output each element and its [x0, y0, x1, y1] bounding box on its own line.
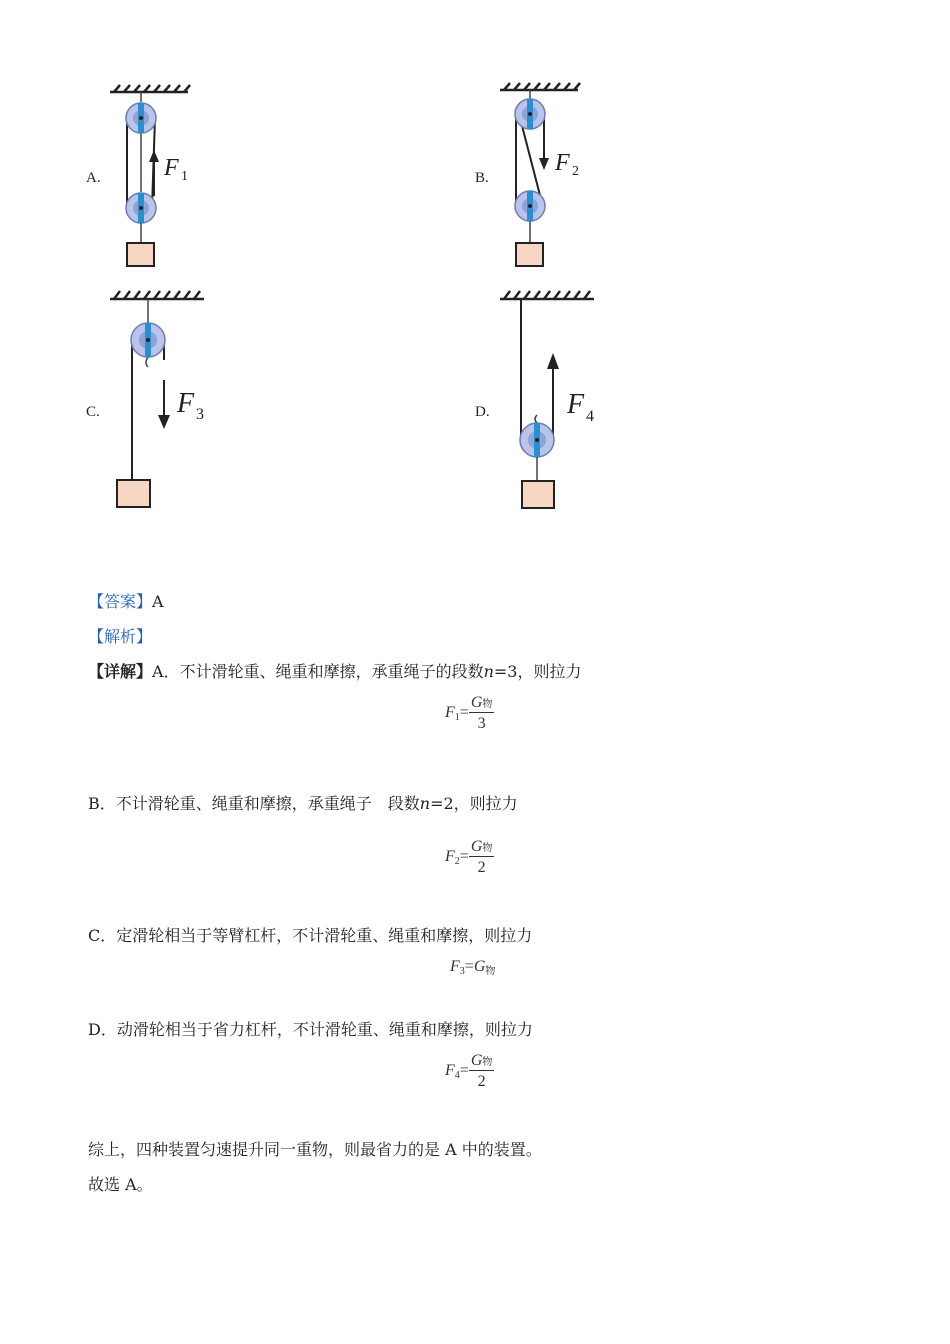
detail-d-line — [88, 1017, 533, 1040]
weight-block — [127, 243, 154, 266]
detail-a-text: A．不计滑轮重、绳重和摩擦，承重绳子的段数 — [152, 662, 484, 681]
conclusion-choice: 故选 A。 — [88, 1175, 153, 1194]
weight-block — [516, 243, 543, 266]
fixed-pulley-icon — [126, 103, 156, 133]
force-arrow-down — [158, 380, 170, 429]
pulley-diagram-b — [490, 78, 610, 273]
option-a-label: A. — [86, 170, 101, 186]
detail-tag: 【详解】 — [88, 662, 153, 681]
weight-block — [117, 480, 150, 507]
force-subscript: 3 — [196, 406, 204, 423]
pulley-diagram-a — [100, 80, 220, 275]
detail-b-text: B．不计滑轮重、绳重和摩擦，承重绳子 段数 — [88, 794, 420, 813]
n-variable: n — [419, 794, 431, 813]
ceiling-hatch — [500, 83, 580, 90]
answer-line — [88, 589, 164, 612]
option-d-label: D. — [475, 404, 490, 420]
force-label: F — [567, 389, 585, 420]
force-arrow-down — [539, 150, 549, 170]
pulley-diagram-d — [490, 285, 620, 515]
force-subscript: 1 — [181, 169, 188, 184]
force-label: F — [555, 150, 570, 176]
force-label: F — [164, 155, 179, 181]
conclusion-summary: 综上，四种装置匀速提升同一重物，则最省力的是 A 中的装置。 — [88, 1140, 542, 1159]
formula-f2: $F_2=$ $\frac{\text{G物}}{2}$ — [445, 838, 493, 876]
detail-b-line — [88, 791, 518, 814]
option-b-label: B. — [475, 170, 489, 186]
option-c-label: C. — [86, 404, 100, 420]
movable-pulley-icon — [126, 193, 156, 223]
detail-a-line — [88, 659, 581, 682]
detail-b-text-end: =2，则拉力 — [430, 794, 518, 813]
analysis-tag: 【解析】 — [88, 627, 153, 646]
fixed-pulley-icon — [131, 323, 165, 357]
ceiling-hatch — [500, 291, 594, 299]
fixed-pulley-icon — [515, 99, 545, 129]
ceiling-hatch — [110, 85, 190, 92]
ceiling-hatch — [110, 291, 204, 299]
detail-d-text: D．动滑轮相当于省力杠杆，不计滑轮重、绳重和摩擦，则拉力 — [88, 1020, 533, 1039]
formula-f4: $F_4=$ $\frac{\text{G物}}{2}$ — [445, 1052, 493, 1090]
weight-block — [522, 481, 554, 508]
answer-tag: 【答案】 — [88, 592, 153, 611]
formula-f1: $F_1=$ $\frac{\text{G物}}{3}$ — [445, 694, 493, 732]
analysis-line — [88, 624, 152, 647]
force-label: F — [177, 388, 195, 419]
movable-pulley-icon — [520, 423, 554, 457]
movable-pulley-icon — [515, 191, 545, 221]
detail-a-text-end: =3，则拉力 — [493, 662, 582, 681]
n-variable: n — [483, 662, 494, 681]
force-subscript: 2 — [572, 164, 579, 179]
formula-f3: $F_3=G$物 — [450, 958, 496, 977]
detail-c-line — [88, 923, 532, 946]
detail-c-text: C．定滑轮相当于等臂杠杆，不计滑轮重、绳重和摩擦，则拉力 — [88, 926, 533, 945]
pulley-diagram-c — [100, 285, 230, 515]
answer-value: A — [152, 592, 164, 611]
force-arrow-up — [149, 150, 159, 196]
force-subscript: 4 — [586, 408, 594, 425]
force-arrow-up — [547, 353, 559, 369]
